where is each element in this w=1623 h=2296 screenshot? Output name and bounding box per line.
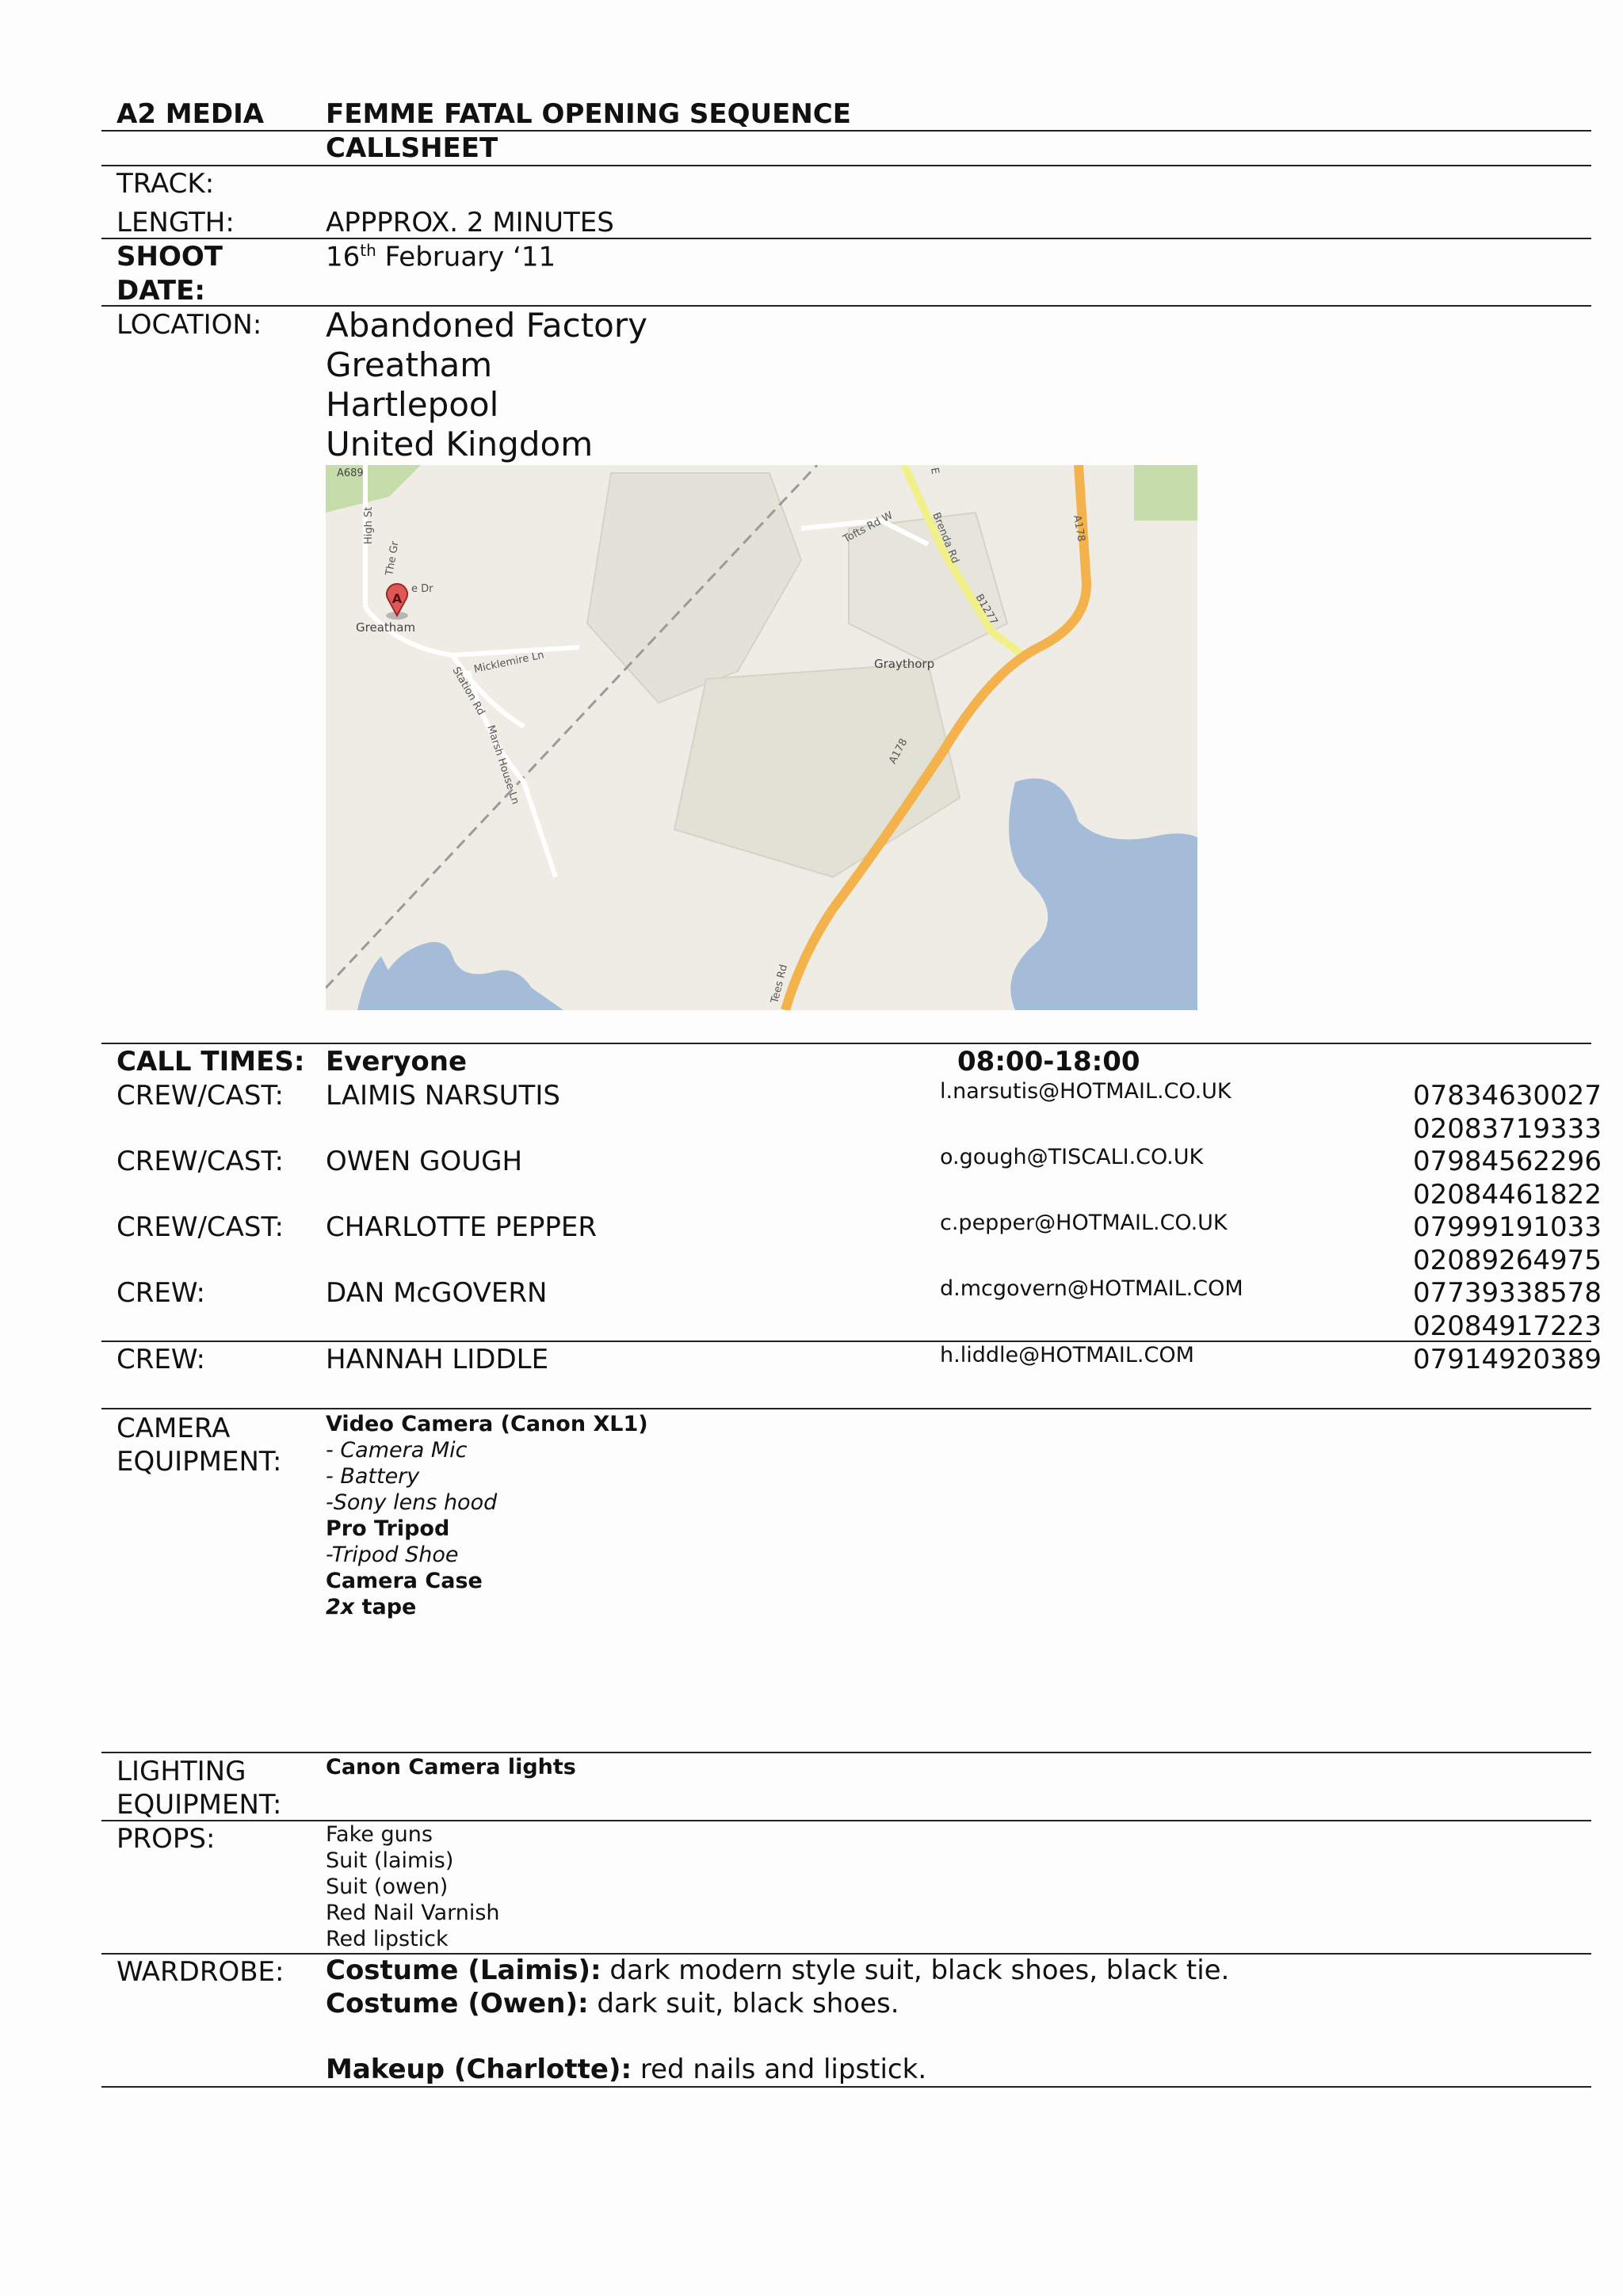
map-label: Tees Rd xyxy=(769,963,790,1005)
crew-email[interactable]: c.pepper@HOTMAIL.CO.UK xyxy=(940,1211,1228,1235)
map-label: B1277 xyxy=(972,592,1000,627)
prop-item: Suit (owen) xyxy=(326,1875,449,1899)
map-label: E xyxy=(928,467,941,475)
location-map[interactable] xyxy=(326,465,1197,1010)
prop-item: Fake guns xyxy=(326,1822,433,1847)
camera-item: -Sony lens hood xyxy=(326,1490,498,1515)
map-label: Brenda Rd xyxy=(930,510,961,566)
production-title: FEMME FATAL OPENING SEQUENCE xyxy=(326,98,851,130)
map-marker-icon[interactable] xyxy=(386,584,408,620)
crew-role: CREW/CAST: xyxy=(116,1211,284,1243)
crew-name: LAIMIS NARSUTIS xyxy=(326,1080,560,1112)
divider xyxy=(101,165,1591,166)
crew-phone: 07984562296 xyxy=(1413,1146,1602,1177)
camera-equipment-label-2: EQUIPMENT: xyxy=(116,1446,282,1478)
camera-title: Video Camera (Canon XL1) xyxy=(326,1412,648,1436)
svg-text:A: A xyxy=(391,591,403,606)
divider xyxy=(101,1043,1591,1044)
divider xyxy=(101,305,1591,307)
map-label: Marsh House Ln xyxy=(484,723,521,807)
length-label: LENGTH: xyxy=(116,207,235,238)
map-label: Micklemire Ln xyxy=(472,649,545,676)
map-label: e Dr xyxy=(411,583,433,595)
map-label: High St xyxy=(363,506,375,544)
shoot-date-label: SHOOT xyxy=(116,241,223,273)
length-value: APPPROX. 2 MINUTES xyxy=(326,207,614,238)
map-label: A178 xyxy=(1071,514,1087,543)
crew-phone: 02084917223 xyxy=(1413,1310,1602,1342)
map-label: A178 xyxy=(887,737,911,766)
crew-name: CHARLOTTE PEPPER xyxy=(326,1211,598,1243)
location-line-3: Hartlepool xyxy=(326,385,499,424)
crew-email[interactable]: l.narsutis@HOTMAIL.CO.UK xyxy=(940,1079,1232,1104)
shoot-date-value: 16th February ‘11 xyxy=(326,241,556,273)
wardrobe-label: WARDROBE: xyxy=(116,1956,285,1988)
crew-phone: 07834630027 xyxy=(1413,1080,1602,1112)
wardrobe-laimis: Costume (Laimis): dark modern style suit, black shoes, black tie. xyxy=(326,1955,1230,1986)
prop-item: Red lipstick xyxy=(326,1927,449,1951)
shoot-date-label-2: DATE: xyxy=(116,275,205,307)
crew-role: CREW/CAST: xyxy=(116,1146,284,1177)
crew-name: OWEN GOUGH xyxy=(326,1146,523,1177)
camera-item: Camera Case xyxy=(326,1569,483,1593)
location-line-4: United Kingdom xyxy=(326,425,594,463)
company-name: A2 MEDIA xyxy=(116,98,265,130)
location-label: LOCATION: xyxy=(116,309,262,341)
crew-email[interactable]: h.liddle@HOTMAIL.COM xyxy=(940,1343,1194,1367)
call-times-who: Everyone xyxy=(326,1046,468,1077)
crew-name: DAN McGOVERN xyxy=(326,1277,548,1309)
crew-email[interactable]: d.mcgovern@HOTMAIL.COM xyxy=(940,1276,1243,1301)
lighting-label-2: EQUIPMENT: xyxy=(116,1789,282,1821)
divider xyxy=(101,238,1591,239)
wardrobe-owen: Costume (Owen): dark suit, black shoes. xyxy=(326,1988,899,2019)
divider xyxy=(101,1408,1591,1409)
crew-phone: 07739338578 xyxy=(1413,1277,1602,1309)
props-label: PROPS: xyxy=(116,1823,216,1855)
location-line-1: Abandoned Factory xyxy=(326,306,647,345)
crew-phone: 02083719333 xyxy=(1413,1113,1602,1145)
camera-equipment-label: CAMERA xyxy=(116,1413,231,1444)
map-label: The Gr xyxy=(384,540,402,577)
camera-tape: 2x tape xyxy=(326,1595,417,1619)
call-times-time: 08:00-18:00 xyxy=(957,1046,1140,1077)
map-label: Tofts Rd W xyxy=(841,509,896,546)
crew-role: CREW/CAST: xyxy=(116,1080,284,1112)
crew-phone: 07999191033 xyxy=(1413,1211,1602,1243)
divider xyxy=(101,1341,1591,1342)
crew-phone: 02084461822 xyxy=(1413,1179,1602,1211)
crew-phone: 02089264975 xyxy=(1413,1245,1602,1276)
location-line-2: Greatham xyxy=(326,345,493,384)
call-times-label: CALL TIMES: xyxy=(116,1046,305,1077)
map-label-greatham: Greatham xyxy=(356,620,416,635)
wardrobe-charlotte: Makeup (Charlotte): red nails and lipstick. xyxy=(326,2054,927,2085)
map-label-graythorp: Graythorp xyxy=(874,657,935,671)
divider xyxy=(101,1752,1591,1753)
crew-role: CREW: xyxy=(116,1344,205,1375)
prop-item: Suit (laimis) xyxy=(326,1848,454,1873)
lighting-label: LIGHTING xyxy=(116,1756,246,1787)
camera-item: - Battery xyxy=(326,1464,420,1489)
document-type: CALLSHEET xyxy=(326,132,498,164)
prop-item: Red Nail Varnish xyxy=(326,1901,500,1925)
divider xyxy=(101,130,1591,132)
map-label: Station Rd xyxy=(449,665,487,718)
map-label: A689 xyxy=(337,467,364,479)
divider xyxy=(101,1820,1591,1821)
crew-email[interactable]: o.gough@TISCALI.CO.UK xyxy=(940,1145,1204,1169)
camera-item: Pro Tripod xyxy=(326,1516,450,1541)
lighting-value: Canon Camera lights xyxy=(326,1755,576,1779)
camera-item: -Tripod Shoe xyxy=(326,1543,459,1567)
camera-item: - Camera Mic xyxy=(326,1438,468,1463)
map-park xyxy=(1134,465,1197,521)
divider xyxy=(101,2086,1591,2088)
crew-name: HANNAH LIDDLE xyxy=(326,1344,549,1375)
crew-role: CREW: xyxy=(116,1277,205,1309)
track-label: TRACK: xyxy=(116,168,215,200)
crew-phone: 07914920389 xyxy=(1413,1344,1602,1375)
